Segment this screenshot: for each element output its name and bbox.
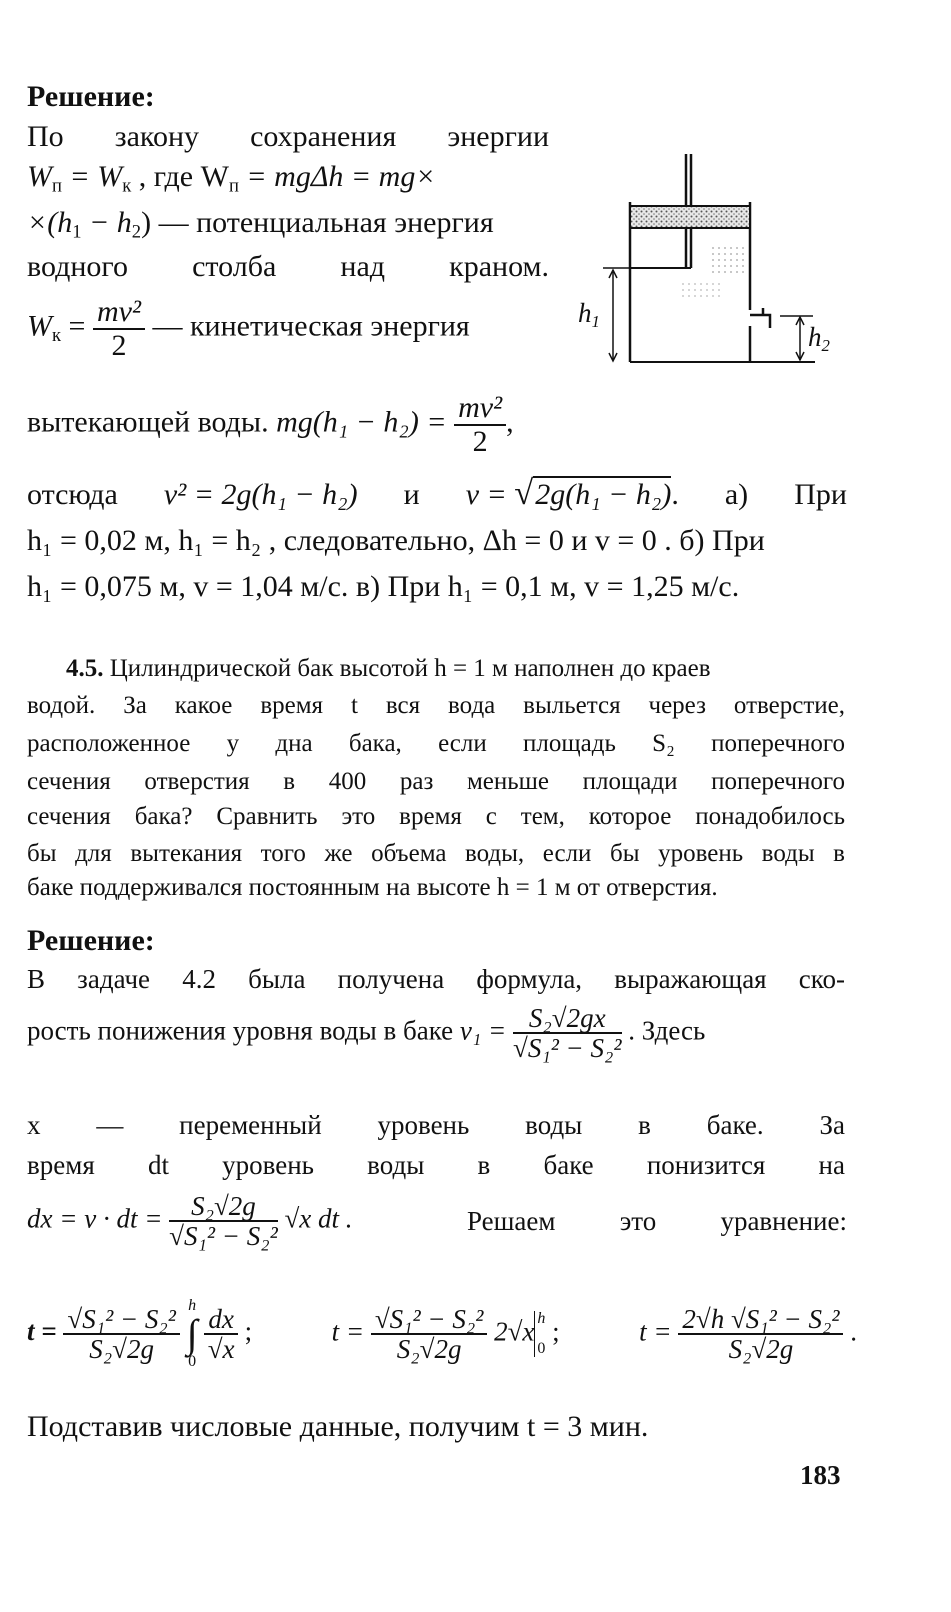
h1-label: $h_1$ xyxy=(578,298,600,332)
solution-1-line-3: $\times(h_1 - h_2)$ — потенциальная энергия xyxy=(27,206,494,243)
time-formulas xyxy=(27,1298,857,1370)
problem-line-3: расположенное у дна бака, если площадь S₂ поперечного xyxy=(27,730,845,757)
problem-number: 4.5. xyxy=(66,655,104,682)
page-number: 183 xyxy=(800,1460,841,1490)
problem-line-2: водой. За какое время t вся вода выльется через отверстие, xyxy=(27,692,845,719)
problem-line-6: бы для вытекания того же объема воды, если бы уровень воды в xyxy=(27,840,845,867)
solution-heading-2: Решение: xyxy=(27,924,155,957)
solution-1-line-7: отсюда v² = 2g(h₁ − h₂) и v = √2g(h₁ − h₂). а) При xyxy=(27,474,847,512)
solution-2-line-2: рость понижения уровня воды в баке v₁ = $\frac{\text{S₂√2gx}}{\text{√S₁² − S₂²}}$ . Здесь xyxy=(27,1003,706,1064)
solution-1-line-4: водного столба над краном. xyxy=(27,250,549,283)
time-formula-2: t = $\frac{\text{√S₁² − S₂²}}{\text{S₂√2g}}$ 2√x h 0 ; xyxy=(331,1303,560,1364)
problem-line-4: сечения отверстия в 400 раз меньше площади поперечного xyxy=(27,768,845,795)
time-formula-3: t = $\frac{\text{2√h √S₁² − S₂²}}{\text{S₂√2g}}$ . xyxy=(639,1303,857,1364)
kinetic-energy-formula: $W_к$ = $\frac{\text{mv²}}{2}$ — кинетическая энергия xyxy=(27,295,470,362)
solution-1-line-9: h₁ = 0,075 м, v = 1,04 м/с. в) При h₁ = 0,1 м, v = 1,25 м/с. xyxy=(27,570,740,603)
solution-heading-1: Решение: xyxy=(27,80,155,113)
solution-1-line-1: По закону сохранения энергии xyxy=(27,120,549,153)
solution-1-line-2: $W_п = W_к$ , где $W_п = mg\Delta h = mg\times$ xyxy=(27,160,436,197)
solution-1-line-6: вытекающей воды. mg(h₁ − h₂) = $\frac{\text{mv²}}{2}$ , xyxy=(27,391,514,458)
solution-2-line-4: время dt уровень воды в баке понизится на xyxy=(27,1150,845,1180)
h2-label: $h_2$ xyxy=(808,322,830,356)
final-answer: Подставив числовые данные, получим t = 3 мин. xyxy=(27,1410,649,1443)
solution-2-line-5: dx = v · dt = $\frac{\text{S₂√2g}}{\text{√S₁² − S₂²}}$ √x dt . Решаем это уравнение: xyxy=(27,1191,847,1252)
problem-line-1: 4.5. Цилиндрической бак высотой h = 1 м наполнен до краев xyxy=(66,655,711,682)
tank-diagram xyxy=(585,150,845,370)
time-formula-1: t = $\frac{\text{√S₁² − S₂²}}{\text{S₂√2g}}$ h ∫ 0 $\frac{dx}{√x}$ ; xyxy=(27,1297,253,1370)
problem-line-7: баке поддерживался постоянным на высоте h = 1 м от отверстия. xyxy=(27,874,718,901)
solution-2-line-3: x — переменный уровень воды в баке. За xyxy=(27,1110,845,1140)
solution-2-line-1: В задаче 4.2 была получена формула, выражающая ско- xyxy=(27,964,845,994)
problem-line-5: сечения бака? Сравнить это время с тем, которое понадобилось xyxy=(27,803,845,830)
solution-1-line-8: h₁ = 0,02 м, h₁ = h₂ , следовательно, Δh = 0 и v = 0 . б) При xyxy=(27,524,765,557)
